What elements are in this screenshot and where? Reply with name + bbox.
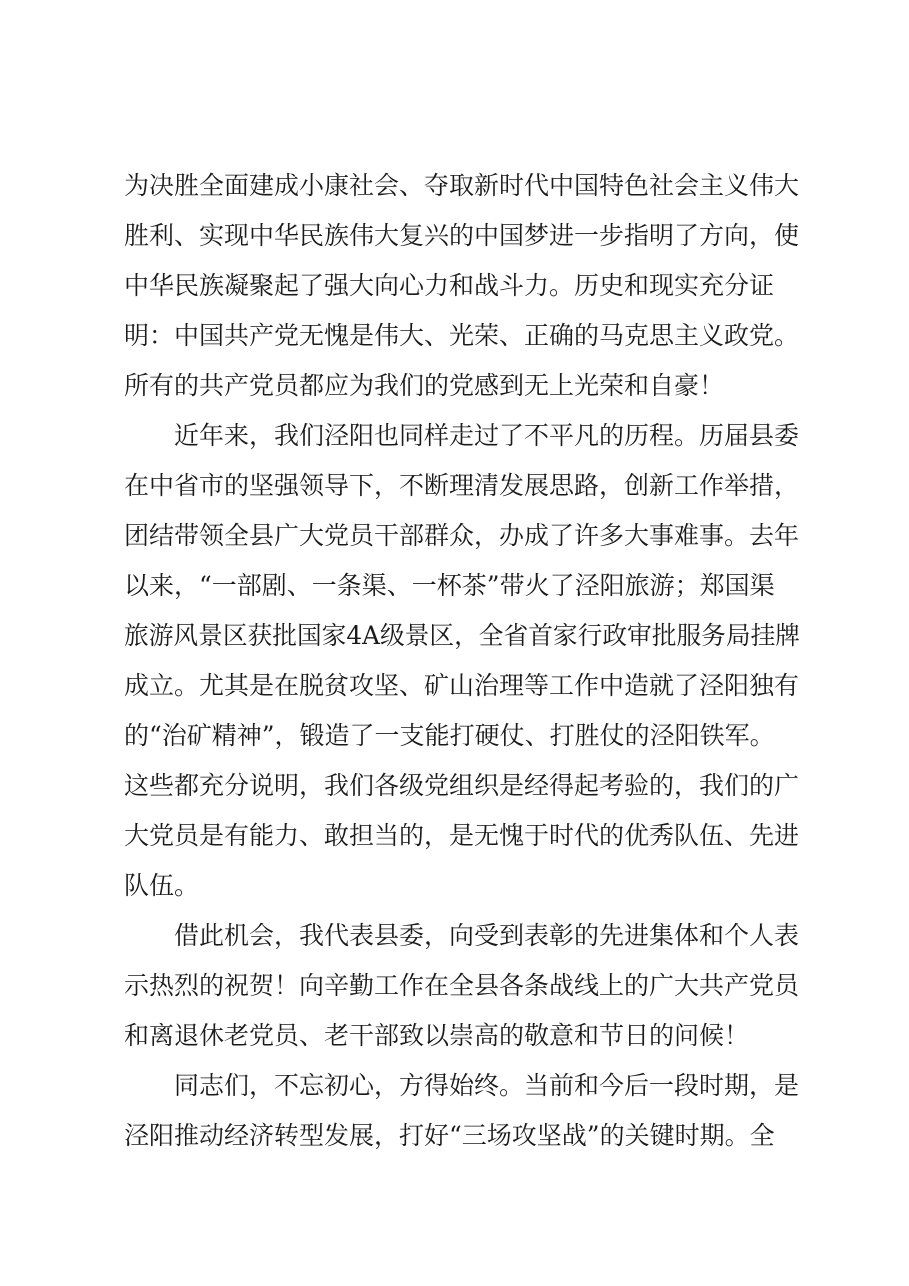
text-line — [0, 813, 909, 859]
text-line — [0, 663, 909, 709]
text-line — [0, 313, 909, 359]
text-line — [0, 613, 909, 659]
text-line — [0, 513, 909, 559]
line-text: 借此机会，我代表县委，向受到表彰的先进集体和个人表 — [174, 921, 800, 950]
text-line — [0, 163, 909, 209]
line-text: 队伍。 — [124, 871, 200, 900]
text-line — [0, 913, 909, 959]
line-text: 的“治矿精神”，锻造了一支能打硬仗、打胜仗的泾阳铁军。 — [124, 721, 775, 750]
line-text: 以来，“一部剧、一条渠、一杯茶”带火了泾阳旅游；郑国渠 — [124, 571, 775, 600]
line-text: 中华民族凝聚起了强大向心力和战斗力。历史和现实充分证 — [124, 271, 775, 300]
text-line — [0, 713, 909, 759]
line-text: 团结带领全县广大党员干部群众，办成了许多大事难事。去年 — [124, 521, 800, 550]
line-text: 示热烈的祝贺！向辛勤工作在全县各条战线上的广大共产党员 — [124, 971, 800, 1000]
text-line — [0, 763, 909, 809]
line-text: 和离退休老党员、老干部致以崇高的敬意和节日的问候！ — [124, 1021, 750, 1050]
line-text: 旅游风景区获批国家4A级景区，全省首家行政审批服务局挂牌 — [124, 621, 800, 650]
line-text: 近年来，我们泾阳也同样走过了不平凡的历程。历届县委 — [174, 421, 800, 450]
text-line — [0, 1113, 909, 1159]
line-text: 泾阳推动经济转型发展，打好“三场攻坚战”的关键时期。全 — [124, 1121, 775, 1150]
text-line — [0, 1013, 909, 1059]
line-text: 大党员是有能力、敢担当的，是无愧于时代的优秀队伍、先进 — [124, 821, 800, 850]
text-line — [0, 1063, 909, 1109]
line-text: 成立。尤其是在脱贫攻坚、矿山治理等工作中造就了泾阳独有 — [124, 671, 800, 700]
text-line — [0, 463, 909, 509]
text-line — [0, 413, 909, 459]
line-text: 为决胜全面建成小康社会、夺取新时代中国特色社会主义伟大 — [124, 171, 800, 200]
line-text: 胜利、实现中华民族伟大复兴的中国梦进一步指明了方向，使 — [124, 221, 800, 250]
line-text: 所有的共产党员都应为我们的党感到无上光荣和自豪！ — [124, 371, 725, 400]
text-line — [0, 963, 909, 1009]
line-text: 这些都充分说明，我们各级党组织是经得起考验的，我们的广 — [124, 771, 800, 800]
line-text: 同志们，不忘初心，方得始终。当前和今后一段时期，是 — [174, 1071, 800, 1100]
text-line — [0, 563, 909, 609]
line-text: 明：中国共产党无愧是伟大、光荣、正确的马克思主义政党。 — [124, 321, 800, 350]
text-line — [0, 263, 909, 309]
text-line — [0, 863, 909, 909]
line-text: 在中省市的坚强领导下，不断理清发展思路，创新工作举措， — [124, 471, 800, 500]
text-line — [0, 363, 909, 409]
text-line — [0, 213, 909, 259]
